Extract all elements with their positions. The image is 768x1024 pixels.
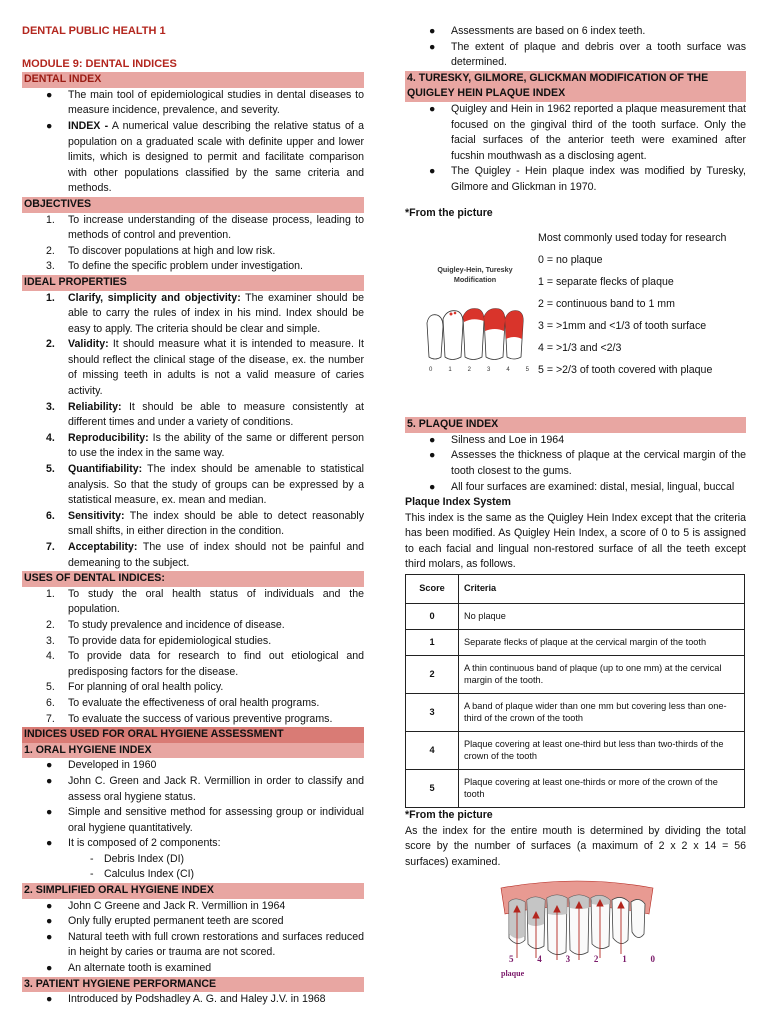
plaque-index-figure bbox=[405, 876, 746, 988]
score-line: 5 = >2/3 of tooth covered with plaque bbox=[538, 364, 713, 377]
list-item: 5. For planning of oral health policy. bbox=[46, 681, 224, 694]
score-line: 2 = continuous band to 1 mm bbox=[538, 298, 675, 311]
list-item: 4. To provide data for research to find out etiological and predisposing factors for the disease. bbox=[46, 650, 364, 678]
list-item: 7. To evaluate the success of various preventive programs. bbox=[46, 712, 333, 725]
score-line: 0 = no plaque bbox=[538, 254, 603, 267]
list-item: 2. Validity: It should measure what it is intended to measure. It should reflect the clinical stage of the disease, ex. the number of missing teeth in adults is not a valid measure of caries activity. bbox=[46, 338, 364, 398]
table-cell: No plaque bbox=[459, 604, 745, 630]
figure-digit: 0 bbox=[429, 367, 433, 374]
list-item: 1. To increase understanding of the disease process, leading to methods of control and prevention. bbox=[46, 213, 364, 242]
indices-heading: INDICES USED FOR ORAL HYGIENE ASSESSMENT bbox=[22, 727, 364, 743]
list-item: 6. Sensitivity: The index should be able to detect reasonably small shifts, in either direction in the condition. bbox=[46, 509, 364, 538]
list-item: ● The extent of plaque and debris over a tooth surface was determined. bbox=[429, 40, 746, 69]
figure-digit: 2 bbox=[467, 367, 471, 374]
ohi-heading: 1. ORAL HYGIENE INDEX bbox=[22, 743, 364, 759]
table-cell: A thin continuous band of plaque (up to one mm) at the cervical margin of the tooth. bbox=[459, 656, 745, 694]
figure-digit: 5 bbox=[509, 954, 514, 965]
ideal-properties-heading: IDEAL PROPERTIES bbox=[22, 275, 364, 291]
research-line: Most commonly used today for research bbox=[538, 232, 727, 245]
figure-digit: 3 bbox=[486, 367, 491, 374]
list-item: ● Quigley and Hein in 1962 reported a plaque measurement that focused on the gingival third of the tooth surface. Only the facial surfaces of the anterior teeth were examined after fucshin mouthwash as a disclosing agent. bbox=[429, 102, 746, 162]
list-item: ● Assesses the thickness of plaque at the cervical margin of the tooth closest to the gums. bbox=[429, 449, 746, 477]
table-cell: 2 bbox=[406, 656, 459, 694]
table-cell: A band of plaque wider than one mm but covering less than one-third of the crown of the tooth bbox=[459, 694, 745, 732]
list-item: 7. Acceptability: The use of index should not be painful and demeaning to the subject. bbox=[46, 541, 364, 569]
list-item: 3. To define the specific problem under investigation. bbox=[46, 260, 303, 273]
list-item: ● Introduced by Podshadley A. G. and Haley J.V. in 1968 bbox=[46, 993, 326, 1006]
list-item: ● The main tool of epidemiological studies in dental diseases to measure incidence, prevalence, and severity. bbox=[46, 88, 364, 117]
score-line: 4 = >1/3 and <2/3 bbox=[538, 342, 622, 355]
list-item: 1. Clarify, simplicity and objectivity: The examiner should be able to carry the rules of index in his mind. Index should be easy to apply. The criteria should be clear and simple. bbox=[46, 291, 364, 335]
table-cell: Plaque covering at least one-thirds or more of the crown of the tooth bbox=[459, 770, 745, 808]
figure-digit: 0 bbox=[650, 954, 655, 965]
list-item: ● INDEX - A numerical value describing the relative status of a population on a graduated scale with definite upper and lower limits, which is designed to permit and facilitate comparison with other populations classified by the same criteria and methods. bbox=[46, 119, 364, 195]
list-item: 4. Reproducibility: Is the ability of the same or different person to use the index in the same way. bbox=[46, 431, 364, 460]
list-item: 3. Reliability: It should be able to measure consistently at different times and under a variety of conditions. bbox=[46, 400, 364, 429]
plaque-index-system-text: This index is the same as the Quigley Hein Index except that the criteria has been modified. As Quigley Hein Index, a score of 0 to 5 is assigned to each facial and lingual non-restored surface of all the teeth except third molars, as follows. bbox=[405, 511, 746, 571]
table-header: Criteria bbox=[459, 575, 745, 604]
closing-text: As the index for the entire mouth is determined by dividing the total score by the number of surfaces (a maximum of 2 x 2 x 14 = 56 surfaces) examined. bbox=[405, 824, 746, 868]
table-row bbox=[406, 694, 745, 732]
table-cell: 1 bbox=[406, 630, 459, 656]
figure-caption: Modification bbox=[453, 275, 497, 285]
left-column bbox=[22, 0, 364, 1008]
table-cell: 0 bbox=[406, 604, 459, 630]
list-item: ● Natural teeth with full crown restorations and surfaces reduced in height by caries or trauma are not scored. bbox=[46, 930, 364, 959]
list-item: ● Assessments are based on 6 index teeth. bbox=[429, 25, 646, 37]
plaque-index-heading: 5. PLAQUE INDEX bbox=[405, 417, 746, 433]
list-item: 6. To evaluate the effectiveness of oral health programs. bbox=[46, 696, 320, 709]
document-title: DENTAL PUBLIC HEALTH 1 bbox=[22, 25, 166, 37]
table-row bbox=[406, 732, 745, 770]
list-item: ● John C Greene and Jack R. Vermillion in 1964 bbox=[46, 899, 286, 912]
list-item: 1. To study the oral health status of individuals and the population. bbox=[46, 587, 364, 616]
list-item: ● All four surfaces are examined: distal, mesial, lingual, buccal bbox=[429, 480, 735, 493]
table-cell: 5 bbox=[406, 770, 459, 808]
module-title: MODULE 9: DENTAL INDICES bbox=[22, 57, 177, 70]
table-cell: 3 bbox=[406, 694, 459, 732]
from-picture-label: *From the picture bbox=[405, 206, 493, 219]
list-item: ● Silness and Loe in 1964 bbox=[429, 433, 565, 446]
php-heading: 3. PATIENT HYGIENE PERFORMANCE bbox=[22, 977, 364, 993]
figure-digit: 3 bbox=[565, 954, 571, 965]
figure-caption: Quigley-Hein, Turesky bbox=[437, 265, 513, 275]
score-line: 3 = >1mm and <1/3 of tooth surface bbox=[538, 320, 707, 333]
figure-digit: 5 bbox=[525, 367, 529, 374]
list-item: ● An alternate tooth is examined bbox=[46, 962, 212, 975]
list-item: ● Simple and sensitive method for assessing group or individual oral hygiene quantitatively. bbox=[46, 806, 364, 834]
list-item: ● The Quigley - Hein plaque index was modified by Turesky, Gilmore and Glickman in 1970. bbox=[429, 165, 746, 193]
uses-heading: USES OF DENTAL INDICES: bbox=[22, 571, 364, 587]
list-item: 5. Quantifiability: The index should be amenable to statistical analysis. So that the study of groups can be expressed by a statistical measure, ex. mean and median. bbox=[46, 463, 364, 507]
list-item: ● Only fully erupted permanent teeth are scored bbox=[46, 915, 284, 928]
figure-digit: 1 bbox=[622, 954, 627, 965]
figure-digit: 4 bbox=[506, 367, 510, 374]
from-picture-label: *From the picture bbox=[405, 809, 493, 822]
figure-digit: 2 bbox=[593, 954, 599, 965]
list-item: 2. To study prevalence and incidence of disease. bbox=[46, 618, 285, 631]
right-column bbox=[405, 0, 746, 988]
sub-list-item: - Calculus Index (CI) bbox=[90, 868, 195, 881]
plaque-label: plaque bbox=[501, 969, 525, 979]
table-cell: 4 bbox=[406, 732, 459, 770]
dental-index-heading: DENTAL INDEX bbox=[22, 72, 364, 88]
objectives-heading: OBJECTIVES bbox=[22, 197, 364, 213]
list-item: ● It is composed of 2 components: bbox=[46, 837, 221, 850]
plaque-score-table bbox=[405, 574, 745, 808]
figure-digit: 1 bbox=[448, 367, 452, 374]
score-line: 1 = separate flecks of plaque bbox=[538, 276, 674, 289]
list-item: 3. To provide data for epidemiological studies. bbox=[46, 634, 272, 647]
list-item: ● John C. Green and Jack R. Vermillion in order to classify and assess oral hygiene status. bbox=[46, 774, 364, 803]
plaque-index-system-title: Plaque Index System bbox=[405, 496, 511, 509]
table-cell: Separate flecks of plaque at the cervical margin of the tooth bbox=[459, 630, 745, 656]
list-item: ● Developed in 1960 bbox=[46, 759, 157, 772]
table-row bbox=[406, 604, 745, 630]
table-row bbox=[406, 630, 745, 656]
quigley-hein-figure bbox=[405, 221, 746, 417]
table-header: Score bbox=[406, 575, 459, 604]
table-header-row bbox=[406, 575, 745, 604]
sohi-heading: 2. SIMPLIFIED ORAL HYGIENE INDEX bbox=[22, 883, 364, 899]
figure-digit: 4 bbox=[537, 954, 542, 965]
table-row bbox=[406, 656, 745, 694]
list-item: 2. To discover populations at high and low risk. bbox=[46, 244, 276, 257]
table-row bbox=[406, 770, 745, 808]
tgk-heading: 4. TURESKY, GILMORE, GLICKMAN MODIFICATION OF THE QUIGLEY HEIN PLAQUE INDEX bbox=[405, 71, 746, 102]
table-cell: Plaque covering at least one-third but less than two-thirds of the crown of the tooth bbox=[459, 732, 745, 770]
sub-list-item: - Debris Index (DI) bbox=[90, 852, 185, 865]
